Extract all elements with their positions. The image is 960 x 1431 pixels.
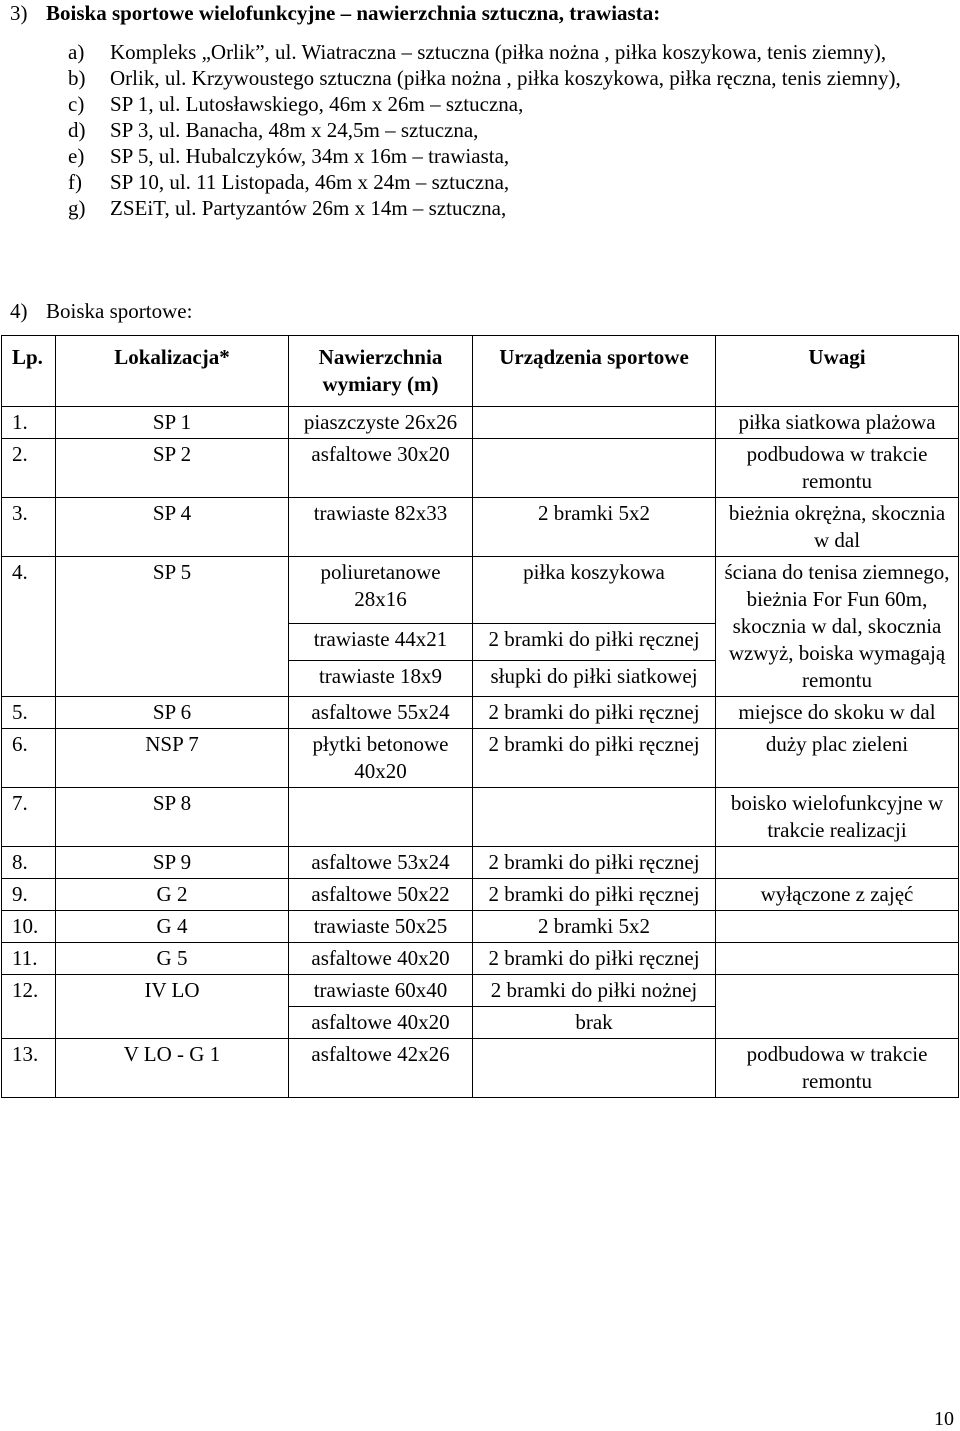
row-equipment: 2 bramki do piłki ręcznej [473,729,716,788]
row-notes: podbudowa w trakcie remontu [716,1039,959,1098]
page-number: 10 [934,1408,954,1430]
row-location: SP 1 [56,407,289,439]
row-surface [289,788,473,847]
row-lp: 3. [2,498,56,557]
row-equipment: 2 bramki do piłki ręcznej [473,847,716,879]
row-location: G 5 [56,943,289,975]
row-surface: piaszczyste 26x26 [289,407,473,439]
row-lp: 1. [2,407,56,439]
row-notes: podbudowa w trakcie remontu [716,439,959,498]
row-lp: 2. [2,439,56,498]
header-location: Lokalizacja* [56,336,289,407]
row-location: V LO - G 1 [56,1039,289,1098]
row-equipment: 2 bramki 5x2 [473,911,716,943]
row-equipment [473,788,716,847]
row-notes [716,847,959,879]
row-equipment: słupki do piłki siatkowej [473,660,716,696]
section-3-heading [10,0,660,26]
list-item-marker: f) [68,170,82,194]
table-row [2,911,959,943]
list-item-marker: a) [68,40,85,64]
header-lp: Lp. [2,336,56,407]
row-location: NSP 7 [56,729,289,788]
row-lp: 11. [2,943,56,975]
row-location: SP 6 [56,697,289,729]
list-item-text: ZSEiT, ul. Partyzantów 26m x 14m – sztuczna, [110,196,507,220]
list-item-text: Kompleks „Orlik”, ul. Wiatraczna – sztuczna (piłka nożna , piłka koszykowa, tenis ziemny), [110,40,887,64]
row-equipment: 2 bramki do piłki ręcznej [473,697,716,729]
row-lp: 4. [2,557,56,697]
row-notes: duży plac zieleni [716,729,959,788]
list-item-text: SP 5, ul. Hubalczyków, 34m x 16m – trawiasta, [110,144,510,168]
table-row [2,439,959,498]
row-equipment: brak [473,1007,716,1039]
list-item-marker: b) [68,66,86,90]
row-surface: trawiaste 18x9 [289,660,473,696]
row-surface: asfaltowe 40x20 [289,1007,473,1039]
row-notes [716,911,959,943]
row-notes: wyłączone z zajęć [716,879,959,911]
row-lp: 7. [2,788,56,847]
list-item-text: SP 3, ul. Banacha, 48m x 24,5m – sztuczna, [110,118,479,142]
row-equipment: 2 bramki 5x2 [473,498,716,557]
row-surface: asfaltowe 55x24 [289,697,473,729]
row-location: SP 8 [56,788,289,847]
row-notes [716,943,959,975]
list-item-marker: c) [68,92,85,116]
sports-fields-table [1,335,959,1098]
row-equipment [473,439,716,498]
row-surface: trawiaste 50x25 [289,911,473,943]
row-surface: asfaltowe 30x20 [289,439,473,498]
row-surface: asfaltowe 53x24 [289,847,473,879]
list-item [68,65,958,91]
row-notes: piłka siatkowa plażowa [716,407,959,439]
row-equipment: 2 bramki do piłki ręcznej [473,879,716,911]
list-item-marker: d) [68,118,86,142]
row-equipment: 2 bramki do piłki nożnej [473,975,716,1007]
list-item [68,143,958,169]
table-row [2,1039,959,1098]
table-row [2,498,959,557]
row-surface: trawiaste 82x33 [289,498,473,557]
table-row [2,879,959,911]
row-notes: ściana do tenisa ziemnego, bieżnia For Fun 60m, skocznia w dal, skocznia wzwyż, boiska wymagają remontu [716,557,959,697]
header-surface: Nawierzchnia wymiary (m) [289,336,473,407]
list-item [68,91,958,117]
list-item [68,39,958,65]
row-surface: asfaltowe 42x26 [289,1039,473,1098]
row-equipment [473,1039,716,1098]
row-location: SP 9 [56,847,289,879]
table-row [2,729,959,788]
row-surface: asfaltowe 50x22 [289,879,473,911]
table-row [2,943,959,975]
row-surface: trawiaste 44x21 [289,624,473,660]
row-surface: asfaltowe 40x20 [289,943,473,975]
row-lp: 6. [2,729,56,788]
row-notes: miejsce do skoku w dal [716,697,959,729]
row-surface: trawiaste 60x40 [289,975,473,1007]
row-location: G 2 [56,879,289,911]
row-lp: 5. [2,697,56,729]
list-item-marker: g) [68,196,86,220]
section-4-heading [10,298,192,324]
list-item [68,195,958,221]
table-row [2,847,959,879]
row-lp: 13. [2,1039,56,1098]
row-lp: 12. [2,975,56,1039]
row-notes: bieżnia okrężna, skocznia w dal [716,498,959,557]
row-equipment: 2 bramki do piłki ręcznej [473,943,716,975]
row-location: SP 4 [56,498,289,557]
header-equipment: Urządzenia sportowe [473,336,716,407]
section-3-number: 3) [10,1,28,25]
row-lp: 8. [2,847,56,879]
list-item [68,117,958,143]
header-notes: Uwagi [716,336,959,407]
table-row [2,697,959,729]
section-3-list [68,39,958,221]
table-header-row [2,336,959,407]
row-lp: 9. [2,879,56,911]
row-surface: poliuretanowe 28x16 [289,557,473,624]
table-row [2,557,959,624]
row-notes: boisko wielofunkcyjne w trakcie realizacji [716,788,959,847]
section-3-title: Boiska sportowe wielofunkcyjne – nawierzchnia sztuczna, trawiasta: [46,1,661,25]
row-location: G 4 [56,911,289,943]
row-notes [716,975,959,1039]
row-lp: 10. [2,911,56,943]
list-item-text: SP 1, ul. Lutosławskiego, 46m x 26m – sztuczna, [110,92,524,116]
section-4-title: Boiska sportowe: [46,299,193,323]
table-row [2,788,959,847]
row-location: SP 5 [56,557,289,697]
list-item [68,169,958,195]
row-location: SP 2 [56,439,289,498]
list-item-text: SP 10, ul. 11 Listopada, 46m x 24m – sztuczna, [110,170,510,194]
table-row [2,407,959,439]
row-location: IV LO [56,975,289,1039]
section-4-number: 4) [10,299,28,323]
row-surface: płytki betonowe 40x20 [289,729,473,788]
list-item-marker: e) [68,144,85,168]
row-equipment: 2 bramki do piłki ręcznej [473,624,716,660]
row-equipment [473,407,716,439]
list-item-text: Orlik, ul. Krzywoustego sztuczna (piłka nożna , piłka koszykowa, piłka ręczna, tenis ziemny), [110,66,901,90]
row-equipment: piłka koszykowa [473,557,716,624]
table-row [2,975,959,1007]
